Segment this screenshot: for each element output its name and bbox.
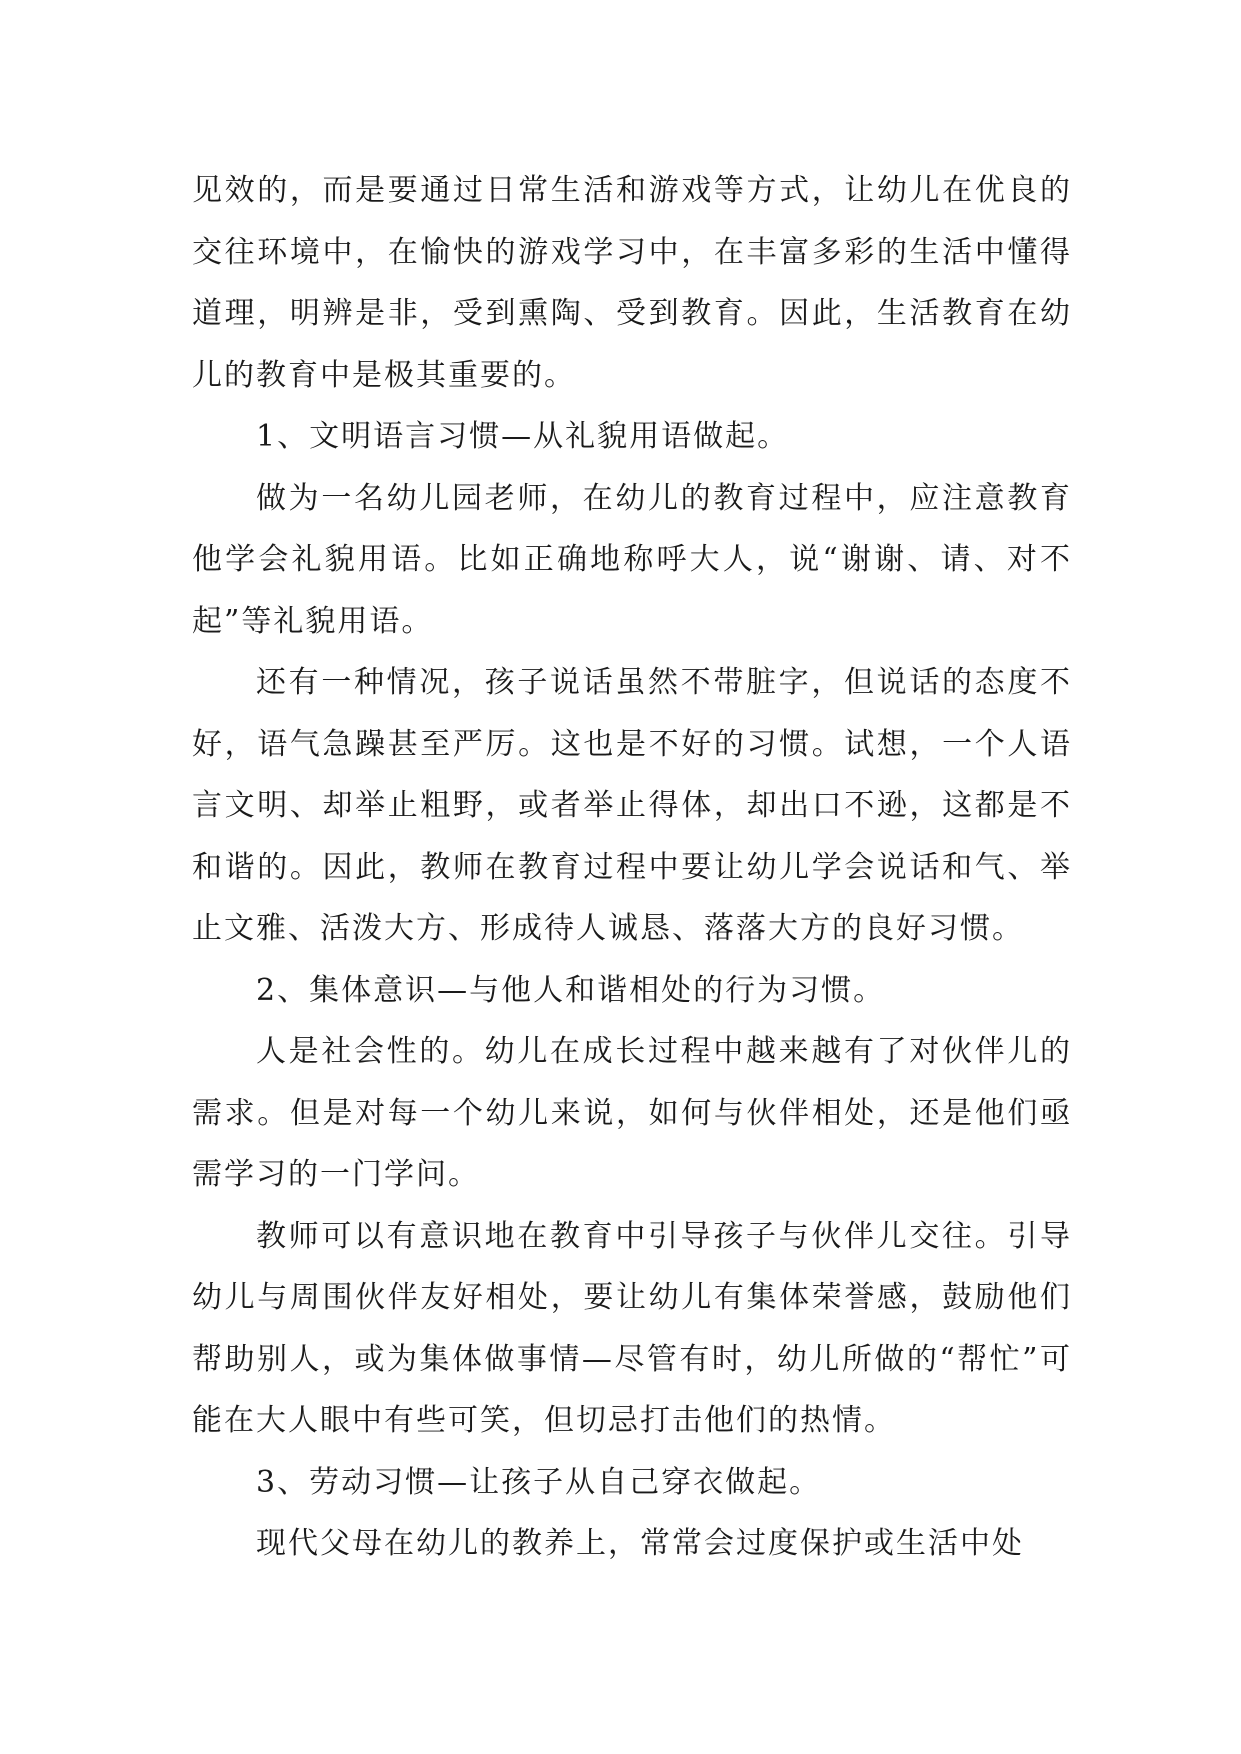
paragraph: 现代父母在幼儿的教养上，常常会过度保护或生活中处	[256, 1526, 1024, 1561]
paragraph: 见效的，而是要通过日常生活和游戏等方式，让幼儿在优良的交往环境中，在愉快的游戏学习中，在丰富多彩的生活中懂得道理，明辨是非，受到熏陶、受到教育。因此，生活教育在幼儿的教育中是极其重要的。	[192, 173, 1072, 393]
section-heading: 1、文明语言习惯—从礼貌用语做起。	[256, 419, 790, 454]
paragraph: 教师可以有意识地在教育中引导孩子与伙伴儿交往。引导幼儿与周围伙伴友好相处，要让幼儿有集体荣誉感，鼓励他们帮助别人，或为集体做事情—尽管有时，幼儿所做的“帮忙”可能在大人眼中有些可笑，但切忌打击他们的热情。	[192, 1218, 1072, 1438]
paragraph: 还有一种情况，孩子说话虽然不带脏字，但说话的态度不好，语气急躁甚至严厉。这也是不好的习惯。试想，一个人语言文明、却举止粗野，或者举止得体，却出口不逊，这都是不和谐的。因此，教师在教育过程中要让幼儿学会说话和气、举止文雅、活泼大方、形成待人诚恳、落落大方的良好习惯。	[192, 665, 1072, 946]
section-heading: 2、集体意识—与他人和谐相处的行为习惯。	[256, 972, 886, 1008]
paragraph: 人是社会性的。幼儿在成长过程中越来越有了对伙伴儿的需求。但是对每一个幼儿来说，如何与伙伴相处，还是他们亟需学习的一门学问。	[192, 1034, 1072, 1192]
section-heading: 3、劳动习惯—让孩子从自己穿衣做起。	[256, 1464, 822, 1500]
paragraph: 做为一名幼儿园老师，在幼儿的教育过程中，应注意教育他学会礼貌用语。比如正确地称呼大人，说“谢谢、请、对不起”等礼貌用语。	[192, 480, 1072, 639]
document-body	[192, 160, 1072, 1575]
